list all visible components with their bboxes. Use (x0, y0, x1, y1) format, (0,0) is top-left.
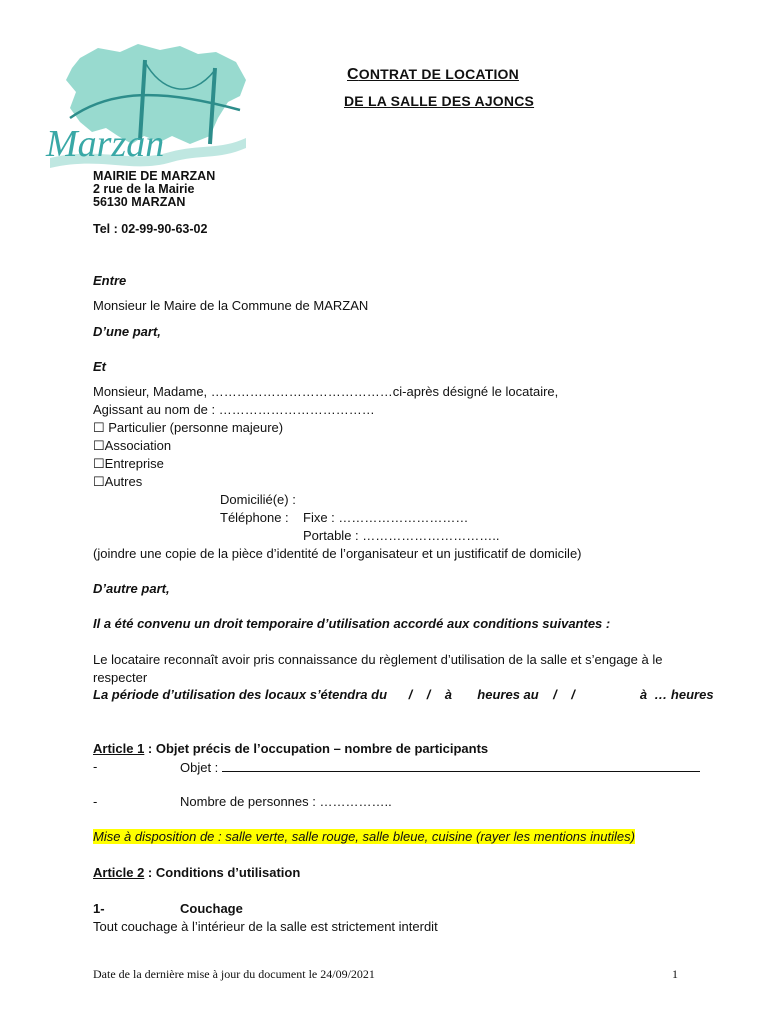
maire-line: Monsieur le Maire de la Commune de MARZAN (93, 298, 369, 313)
address-line-1: MAIRIE DE MARZAN (93, 169, 216, 183)
reconnait-line-1: Le locataire reconnaît avoir pris connaissance du règlement d’utilisation de la salle et s’engage à le (93, 652, 663, 667)
agissant-line: Agissant au nom de : ……………………………… (93, 402, 375, 417)
marzan-logo (40, 40, 260, 175)
checkbox-autres[interactable]: ☐Autres (93, 474, 143, 489)
article-2-label: Article 2 (93, 865, 145, 880)
checkbox-association[interactable]: ☐Association (93, 438, 172, 453)
dash-nombre: - (93, 794, 98, 809)
portable-field: Portable : ………………………….. (303, 528, 500, 543)
nombre-field: Nombre de personnes : …………….. (180, 794, 392, 809)
logo-text: Marzan (46, 123, 165, 165)
condition-1-title: Couchage (180, 901, 243, 916)
footer-date: Date de la dernière mise à jour du document le 24/09/2021 (93, 967, 375, 981)
dune-part: D’une part, (93, 324, 161, 339)
mise-a-disposition-highlight: Mise à disposition de : salle verte, salle rouge, salle bleue, cuisine (rayer les mentions inutiles) (93, 829, 635, 844)
telephone-label: Téléphone : (220, 510, 289, 525)
periode-line: La période d’utilisation des locaux s’étendra du / / à heures au / / à … heures (93, 687, 714, 702)
page-number: 1 (672, 967, 678, 981)
checkbox-particulier[interactable]: ☐ Particulier (personne majeure) (93, 420, 284, 435)
fixe-field: Fixe : ………………………… (303, 510, 469, 525)
address-line-2: 2 rue de la Mairie (93, 182, 195, 196)
objet-label: Objet : (180, 760, 219, 775)
article-2-heading (93, 865, 300, 880)
article-2-title: : Conditions d’utilisation (144, 865, 301, 880)
address-line-3: 56130 MARZAN (93, 195, 186, 209)
condition-1-number: 1- (93, 901, 105, 916)
joindre-note: (joindre une copie de la pièce d’identité de l’organisateur et un justificatif de domicile) (93, 546, 582, 561)
objet-line (222, 759, 700, 772)
locataire-line: Monsieur, Madame, ……………………………………ci-après désigné le locataire, (93, 384, 559, 399)
convenu-statement: Il a été convenu un droit temporaire d’utilisation accordé aux conditions suivantes : (93, 616, 611, 631)
title-line-2: DE LA SALLE DES AJONCS (344, 93, 535, 109)
article-1-title: : Objet précis de l’occupation – nombre de participants (144, 741, 489, 756)
dautre-part: D’autre part, (93, 581, 170, 596)
mairie-address (93, 170, 215, 209)
title-line-1: CONTRAT DE LOCATION (347, 66, 519, 83)
objet-field (180, 759, 700, 775)
article-1-label: Article 1 (93, 741, 145, 756)
mairie-telephone: Tel : 02-99-90-63-02 (93, 222, 208, 236)
dash-objet: - (93, 759, 98, 774)
et-label: Et (93, 359, 106, 374)
reconnait-line-2: respecter (93, 670, 148, 685)
article-1-heading (93, 741, 488, 756)
domicilie-label: Domicilié(e) : (220, 492, 296, 507)
entre-label: Entre (93, 273, 127, 288)
checkbox-entreprise[interactable]: ☐Entreprise (93, 456, 164, 471)
condition-1-text: Tout couchage à l’intérieur de la salle est strictement interdit (93, 919, 438, 934)
